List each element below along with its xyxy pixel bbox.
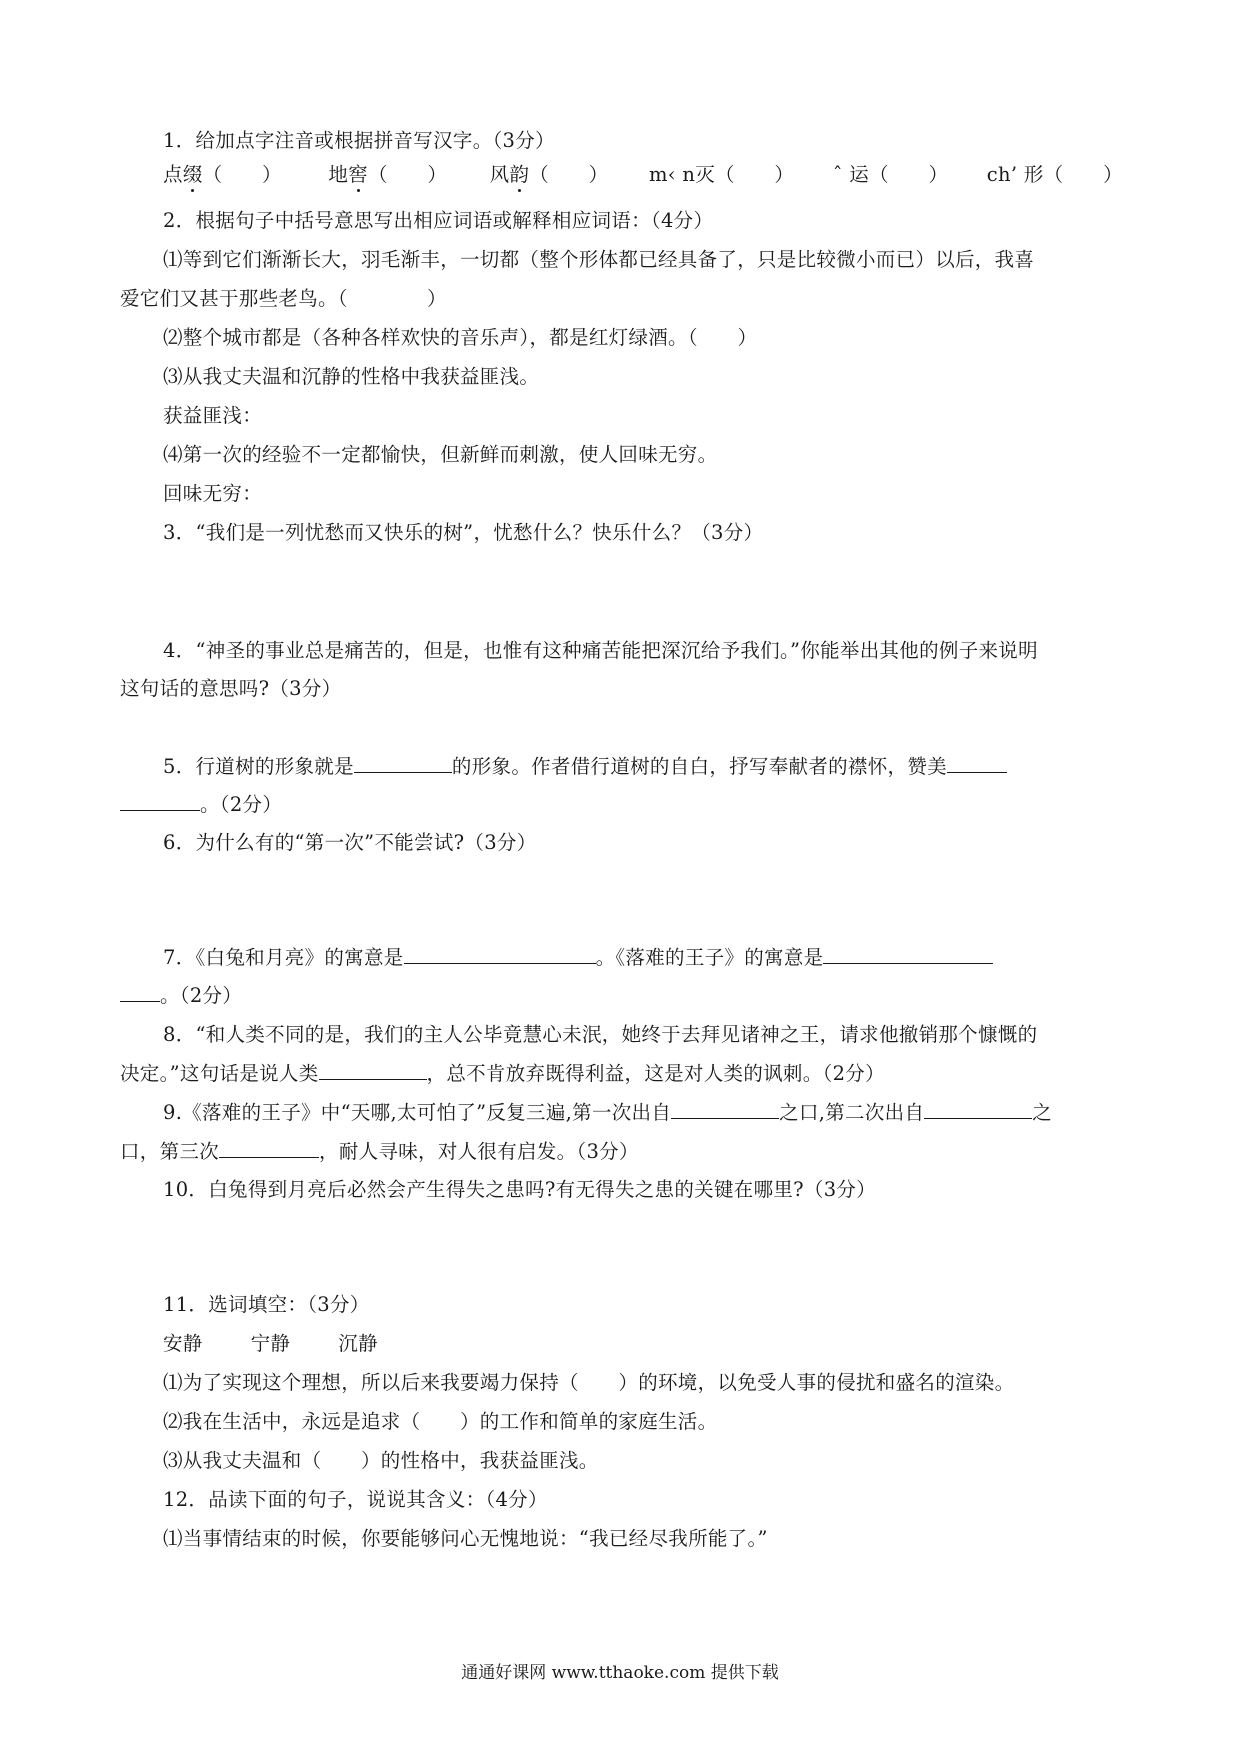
q2-title: 2．根据句子中括号意思写出相应词语或解释相应词语：（4分）	[163, 209, 714, 232]
q8-line-2: 决定。”这句话是说人类 ，总不肯放弃既得利益，这是对人类的讽刺。（2分）	[120, 1062, 885, 1085]
q3-question: 3．“我们是一列忧愁而又快乐的树”，忧愁什么？快乐什么？（3分）	[163, 521, 764, 544]
q11-sentence-2: ⑵我在生活中，永远是追求（ ）的工作和简单的家庭生活。	[163, 1410, 718, 1433]
q7-line-2: 。（2分）	[120, 983, 242, 1009]
answer-blank[interactable]	[947, 754, 1007, 773]
q4-question-line-2: 这句话的意思吗?（3分）	[120, 677, 342, 700]
answer-blank[interactable]	[120, 983, 160, 1002]
q1-item: ch’ 形（ ）	[986, 163, 1123, 186]
answer-blank[interactable]	[219, 1139, 319, 1158]
answer-blank[interactable]	[924, 1100, 1032, 1119]
q1-title: 1．给加点字注音或根据拼音写汉字。（3分）	[163, 129, 555, 152]
q2-sentence-1b: 爱它们又甚于那些老鸟。（ ）	[120, 287, 447, 310]
q2-sentence-3-label: 获益匪浅：	[163, 404, 263, 427]
q5-line-2: 。（2分）	[120, 792, 282, 818]
word-option: 宁静	[250, 1332, 291, 1355]
q2-sentence-4: ⑷第一次的经验不一定都愉快，但新鲜而刺激，使人回味无穷。	[163, 443, 718, 466]
q10-question: 10．白兔得到月亮后必然会产生得失之患吗?有无得失之患的关键在哪里?（3分）	[163, 1178, 877, 1201]
q9-line-1: 9.《落难的王子》中“天哪,太可怕了”反复三遍,第一次出自 之口,第二次出自 之	[163, 1101, 1053, 1124]
q11-sentence-3: ⑶从我丈夫温和（ ）的性格中，我获益匪浅。	[163, 1449, 599, 1472]
answer-blank[interactable]	[319, 1061, 427, 1080]
q11-title: 11．选词填空：（3分）	[163, 1293, 370, 1316]
q1-item: ˆ 运（ ）	[832, 163, 949, 186]
q1-items	[163, 162, 1123, 188]
word-option: 安静	[163, 1332, 203, 1355]
q12-sentence-1: ⑴当事情结束的时候，你要能够问心无愧地说：“我已经尽我所能了。”	[163, 1527, 768, 1550]
q1-item: 地窖（ ）	[328, 163, 448, 186]
answer-blank[interactable]	[120, 792, 200, 811]
q2-sentence-4-label: 回味无穷：	[163, 482, 263, 505]
q4-question-line-1: 4．“神圣的事业总是痛苦的，但是，也惟有这种痛苦能把深沉给予我们。”你能举出其他的例子来说明	[163, 639, 1038, 662]
q11-sentence-1: ⑴为了实现这个理想，所以后来我要竭力保持（ ）的环境，以免受人事的侵扰和盛名的渲染。	[163, 1371, 1015, 1394]
answer-blank[interactable]	[823, 945, 993, 964]
q2-sentence-2: ⑵整个城市都是（各种各样欢快的音乐声），都是红灯绿酒。（ ）	[163, 326, 758, 349]
answer-blank[interactable]	[354, 754, 452, 773]
q12-title: 12．品读下面的句子，说说其含义：（4分）	[163, 1488, 548, 1511]
q2-sentence-1a: ⑴等到它们渐渐长大，羽毛渐丰，一切都（整个形体都已经具备了，只是比较微小而已）以后，我喜	[163, 248, 1035, 271]
word-option: 沉静	[338, 1332, 378, 1355]
q11-word-options	[163, 1331, 378, 1357]
page-footer: 通通好课网 www.tthaoke.com 提供下载	[461, 1663, 779, 1683]
q8-line-1: 8．“和人类不同的是，我们的主人公毕竟慧心未泯，她终于去拜见诸神之王，请求他撤销那个慷慨的	[163, 1023, 1038, 1046]
q1-item: 点缀（ ）	[163, 163, 282, 186]
answer-blank[interactable]	[404, 945, 596, 964]
answer-blank[interactable]	[671, 1100, 779, 1119]
q2-sentence-3: ⑶从我丈夫温和沉静的性格中我获益匪浅。	[163, 365, 540, 388]
q5-line-1: 5．行道树的形象就是 的形象。作者借行道树的自白，抒写奉献者的襟怀，赞美	[163, 754, 1007, 780]
q6-question: 6．为什么有的“第一次”不能尝试?（3分）	[163, 831, 537, 854]
q1-item: m‹ n灭（ ）	[648, 163, 795, 186]
q9-line-2: 口，第三次 ，耐人寻味，对人很有启发。（3分）	[120, 1140, 639, 1163]
q7-line-1: 7．《白兔和月亮》的寓意是 。《落难的王子》的寓意是	[163, 945, 993, 971]
q1-item: 风韵（ ）	[489, 163, 609, 186]
